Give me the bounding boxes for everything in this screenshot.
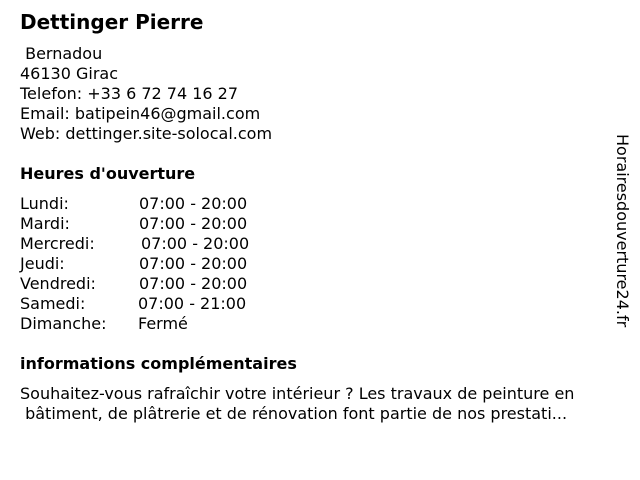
address-city: 46130 Girac xyxy=(20,64,119,83)
time-value: 07:00 - 20:00 xyxy=(139,274,248,293)
web-line[interactable]: Web: dettinger.site-solocal.com xyxy=(20,124,273,143)
day-label: Lundi: xyxy=(20,194,69,213)
address-street: Bernadou xyxy=(20,44,103,63)
contact-block xyxy=(20,44,272,144)
time-value: 07:00 - 20:00 xyxy=(139,214,248,233)
description-line: Souhaitez-vous rafraîchir votre intérieur ? Les travaux de peinture en xyxy=(20,384,575,403)
time-value: 07:00 - 20:00 xyxy=(139,194,248,213)
business-name: Dettinger Pierre xyxy=(20,10,204,34)
business-description xyxy=(20,384,574,424)
additional-info-heading: informations complémentaires xyxy=(20,354,297,373)
time-value: Fermé xyxy=(138,314,188,333)
phone-line[interactable]: Telefon: +33 6 72 74 16 27 xyxy=(20,84,239,103)
day-label: Mardi: xyxy=(20,214,70,233)
time-value: 07:00 - 20:00 xyxy=(141,234,250,253)
description-line: bâtiment, de plâtrerie et de rénovation font partie de nos prestati... xyxy=(20,404,568,423)
day-label: Samedi: xyxy=(20,294,86,313)
day-label: Mercredi: xyxy=(20,234,95,253)
day-label: Vendredi: xyxy=(20,274,96,293)
opening-hours-heading: Heures d'ouverture xyxy=(20,164,196,183)
email-line[interactable]: Email: batipein46@gmail.com xyxy=(20,104,261,123)
day-label: Dimanche: xyxy=(20,314,107,333)
site-watermark: Horairesdouverture24.fr xyxy=(613,134,632,328)
time-value: 07:00 - 21:00 xyxy=(138,294,247,313)
day-label: Jeudi: xyxy=(20,254,65,273)
time-value: 07:00 - 20:00 xyxy=(139,254,248,273)
